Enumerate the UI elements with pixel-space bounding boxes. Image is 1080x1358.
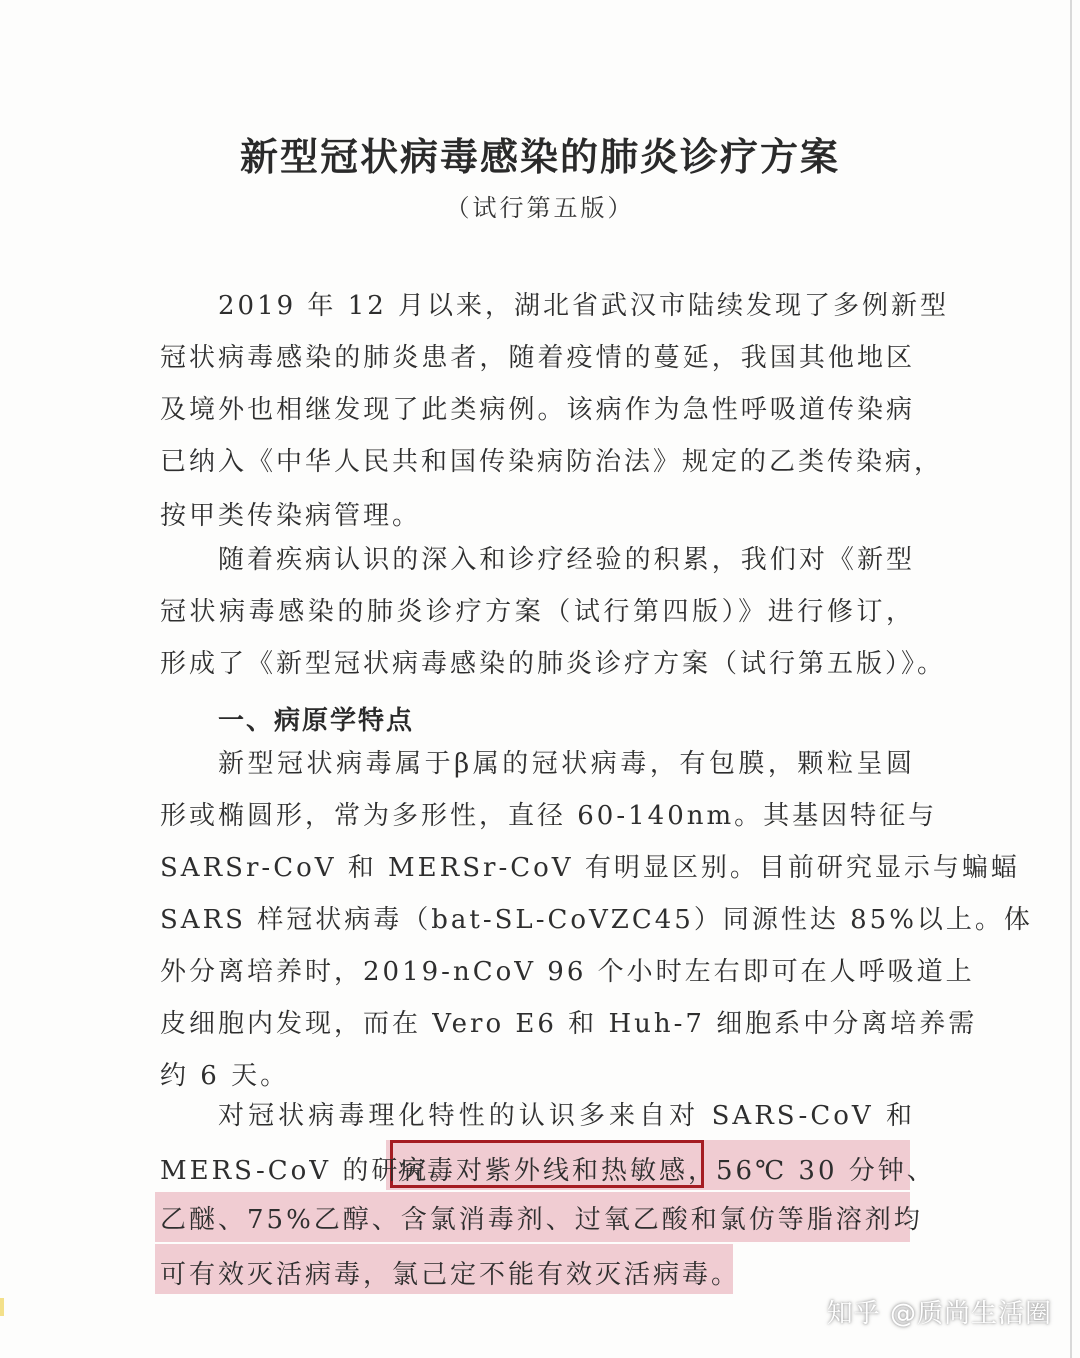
text-line: SARSr-CoV 和 MERSr-CoV 有明显区别。目前研究显示与蝙蝠: [160, 853, 1020, 883]
text-line: 对冠状病毒理化特性的认识多来自对 SARS-CoV 和: [218, 1101, 915, 1131]
document-title: 新型冠状病毒感染的肺炎诊疗方案: [239, 135, 840, 179]
document-subtitle: （试行第五版）: [445, 194, 635, 222]
boxed-text: 病毒对紫外线和热敏感，: [398, 1156, 718, 1186]
paragraph-pathogen: [160, 738, 1033, 1050]
text-line: 可有效灭活病毒，氯己定不能有效灭活病毒。: [160, 1260, 741, 1290]
zhihu-watermark: 知乎 @质尚生活圈: [826, 1299, 1052, 1329]
page-edge-mark: [0, 1298, 4, 1316]
paragraph-intro: [160, 280, 950, 488]
text-line: 已纳入《中华人民共和国传染病防治法》规定的乙类传染病，: [160, 447, 944, 477]
text-line: SARS 样冠状病毒（bat-SL-CoVZC45）同源性达 85%以上。体: [160, 905, 1033, 935]
text-line: 冠状病毒感染的肺炎诊疗方案（试行第四版）》进行修订，: [160, 597, 915, 627]
text-line: 约 6 天。: [160, 1061, 290, 1091]
paragraph-revision: [160, 534, 947, 690]
text-line: 皮细胞内发现，而在 Vero E6 和 Huh-7 细胞系中分离培养需: [160, 1009, 978, 1039]
text-line: 新型冠状病毒属于β属的冠状病毒，有包膜，颗粒呈圆: [218, 749, 915, 779]
text-line: 2019 年 12 月以来，湖北省武汉市陆续发现了多例新型: [218, 291, 950, 321]
text-line: 按甲类传染病管理。: [160, 501, 422, 531]
paragraph-properties-cont: [160, 1194, 923, 1246]
text-line: 随着疾病认识的深入和诊疗经验的积累，我们对《新型: [218, 545, 915, 575]
text-line: 乙醚、75%乙醇、含氯消毒剂、过氧乙酸和氯仿等脂溶剂均: [160, 1205, 923, 1235]
section-heading: 一、病原学特点: [218, 706, 415, 736]
text-segment: MERS-CoV 的研究。: [160, 1156, 459, 1186]
paragraph-properties: [160, 1090, 915, 1142]
text-line: 外分离培养时，2019-nCoV 96 个小时左右即可在人呼吸道上: [160, 957, 975, 987]
text-line: 及境外也相继发现了此类病例。该病作为急性呼吸道传染病: [160, 395, 915, 425]
text-line: 形或椭圆形，常为多形性，直径 60-140nm。其基因特征与: [160, 801, 938, 831]
text-line: 形成了《新型冠状病毒感染的肺炎诊疗方案（试行第五版）》。: [160, 649, 947, 679]
text-segment: 56℃ 30 分钟、: [716, 1156, 936, 1186]
text-line: 冠状病毒感染的肺炎患者，随着疫情的蔓延，我国其他地区: [160, 343, 915, 373]
